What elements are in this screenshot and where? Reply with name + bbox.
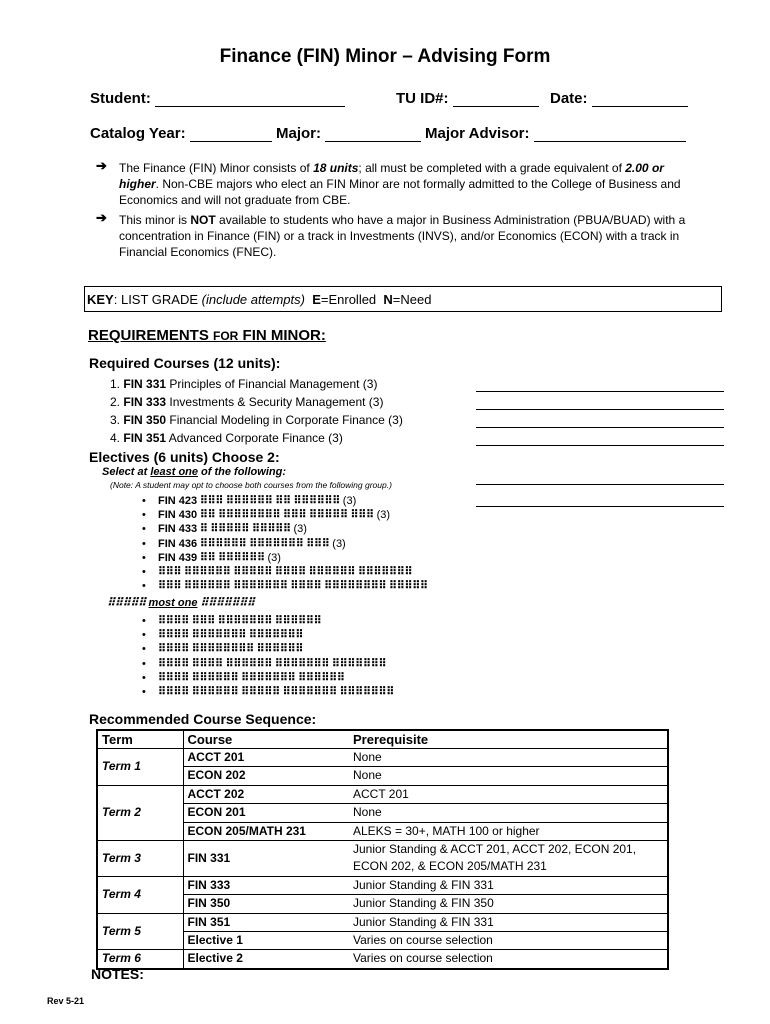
list-item: 1. FIN 331 Principles of Financial Management (3) <box>110 377 378 391</box>
table-row: Term 3 FIN 331 Junior Standing & ACCT 201, ACCT 202, ECON 201, ECON 202, & ECON 205/MATH 231 <box>97 841 668 877</box>
elective-group-1 <box>142 494 428 593</box>
list-item: • ⠿⠿⠿⠿ ⠿⠿⠿ ⠿⠿⠿⠿⠿⠿⠿ ⠿⠿⠿⠿⠿⠿ <box>142 615 322 627</box>
tu-id-field[interactable] <box>396 90 539 107</box>
tu-id-label: TU ID#: <box>396 90 449 107</box>
major-line[interactable] <box>325 141 421 142</box>
list-item: • ⠿⠿⠿⠿ ⠿⠿⠿⠿⠿⠿ ⠿⠿⠿⠿⠿⠿⠿ ⠿⠿⠿⠿⠿⠿ <box>142 671 345 684</box>
sequence-table <box>96 729 669 970</box>
list-item: • ⠿⠿⠿⠿ ⠿⠿⠿⠿⠿⠿⠿ ⠿⠿⠿⠿⠿⠿⠿ <box>142 629 304 642</box>
catalog-year-line[interactable] <box>190 141 272 142</box>
list-item: • FIN 423 ⠿⠿⠿ ⠿⠿⠿⠿⠿⠿ ⠿⠿ ⠿⠿⠿⠿⠿⠿ (3) <box>142 495 357 507</box>
list-item: • ⠿⠿⠿⠿ ⠿⠿⠿⠿⠿⠿⠿⠿ ⠿⠿⠿⠿⠿⠿ <box>142 643 304 656</box>
catalog-year-label: Catalog Year: <box>90 125 186 142</box>
table-row: Elective 1 Varies on course selection <box>97 932 668 950</box>
table-row: ECON 202 None <box>97 767 668 785</box>
electives-select-text: Select at least one of the following: <box>102 466 286 478</box>
major-advisor-label: Major Advisor: <box>425 125 530 142</box>
date-label: Date: <box>550 90 588 107</box>
table-row: ECON 201 None <box>97 804 668 822</box>
list-item: • ⠿⠿⠿ ⠿⠿⠿⠿⠿⠿ ⠿⠿⠿⠿⠿ ⠿⠿⠿⠿ ⠿⠿⠿⠿⠿⠿ ⠿⠿⠿⠿⠿⠿⠿ <box>142 566 413 579</box>
list-item: 3. FIN 350 Financial Modeling in Corporate Finance (3) <box>110 413 403 427</box>
column-header: Course <box>183 730 349 749</box>
key-box: KEY: LIST GRADE (include attempts) E=Enrolled N=Need <box>84 286 722 312</box>
catalog-year-field[interactable] <box>90 125 272 142</box>
table-row: Term 2 ACCT 202 ACCT 201 <box>97 785 668 803</box>
arrow-icon: ➔ <box>96 158 107 173</box>
arrow-icon: ➔ <box>96 210 107 225</box>
table-header-row <box>97 730 668 749</box>
list-item: • FIN 430 ⠿⠿ ⠿⠿⠿⠿⠿⠿⠿⠿ ⠿⠿⠿ ⠿⠿⠿⠿⠿ ⠿⠿⠿ (3) <box>142 509 391 522</box>
table-row: ECON 205/MATH 231 ALEKS = 30+, MATH 100 or higher <box>97 822 668 840</box>
group-2-heading: ⠿⠿⠿⠿⠿ most one ⠿⠿⠿⠿⠿⠿⠿ <box>107 597 255 609</box>
list-item: • FIN 439 ⠿⠿ ⠿⠿⠿⠿⠿⠿ (3) <box>142 551 281 564</box>
table-row: Term 1 ACCT 201 None <box>97 749 668 767</box>
major-advisor-line[interactable] <box>534 141 686 142</box>
list-item: • FIN 433 ⠿ ⠿⠿⠿⠿⠿ ⠿⠿⠿⠿⠿ (3) <box>142 523 307 536</box>
electives-note: (Note: A student may opt to choose both courses from the following group.) <box>110 480 392 490</box>
grade-line[interactable] <box>476 390 724 392</box>
table-row: Term 6 Elective 2 Varies on course selection <box>97 950 668 969</box>
column-header: Prerequisite <box>349 730 668 749</box>
list-item: • ⠿⠿⠿ ⠿⠿⠿⠿⠿⠿ ⠿⠿⠿⠿⠿⠿⠿ ⠿⠿⠿⠿ ⠿⠿⠿⠿⠿⠿⠿⠿ ⠿⠿⠿⠿⠿ <box>142 580 428 593</box>
tu-id-line[interactable] <box>453 106 539 107</box>
required-courses-heading: Required Courses (12 units): <box>89 355 281 371</box>
elective-group-2 <box>142 614 394 699</box>
grade-line[interactable] <box>476 483 724 485</box>
table-row: Term 5 FIN 351 Junior Standing & FIN 331 <box>97 913 668 931</box>
sequence-heading: Recommended Course Sequence: <box>89 711 317 727</box>
grade-line[interactable] <box>476 408 724 410</box>
list-item: • FIN 436 ⠿⠿⠿⠿⠿⠿ ⠿⠿⠿⠿⠿⠿⠿ ⠿⠿⠿ (3) <box>142 537 346 550</box>
list-item: 2. FIN 333 Investments & Security Management (3) <box>110 395 384 409</box>
list-item: • ⠿⠿⠿⠿ ⠿⠿⠿⠿ ⠿⠿⠿⠿⠿⠿ ⠿⠿⠿⠿⠿⠿⠿ ⠿⠿⠿⠿⠿⠿⠿ <box>142 657 387 670</box>
student-line[interactable] <box>155 106 345 107</box>
grade-line[interactable] <box>476 426 724 428</box>
grade-line[interactable] <box>476 444 724 446</box>
list-item: • ⠿⠿⠿⠿ ⠿⠿⠿⠿⠿⠿ ⠿⠿⠿⠿⠿ ⠿⠿⠿⠿⠿⠿⠿ ⠿⠿⠿⠿⠿⠿⠿ <box>142 686 394 699</box>
note-paragraph-2: This minor is NOT available to students who have a major in Business Administration (PBUA/BUAD) with a concentration in Finance (FIN) or a track in Investments (INVS), and/or Economics (ECON) with a track in Financial Economics (FNEC). <box>119 213 686 259</box>
electives-heading: Electives (6 units) Choose 2: <box>89 449 280 465</box>
column-header: Term <box>97 730 183 749</box>
table-row: FIN 350 Junior Standing & FIN 350 <box>97 895 668 913</box>
revision-label: Rev 5-21 <box>47 996 85 1006</box>
major-advisor-field[interactable] <box>425 125 686 142</box>
student-field[interactable] <box>90 90 345 107</box>
form-title: Finance (FIN) Minor – Advising Form <box>219 46 551 67</box>
table-row: Term 4 FIN 333 Junior Standing & FIN 331 <box>97 876 668 894</box>
required-course-list <box>110 375 403 447</box>
major-label: Major: <box>276 125 321 142</box>
major-field[interactable] <box>276 125 421 142</box>
date-line[interactable] <box>592 106 688 107</box>
student-label: Student: <box>90 90 151 107</box>
grade-line[interactable] <box>476 505 724 507</box>
note-paragraph-1: The Finance (FIN) Minor consists of 18 units; all must be completed with a grade equivalent of 2.00 or higher. Non-CBE majors who elect an FIN Minor are not formally admitted to the College of Business and Economics and will not graduate from CBE. <box>119 161 681 207</box>
notes-heading: NOTES: <box>91 966 144 982</box>
list-item: 4. FIN 351 Advanced Corporate Finance (3) <box>110 431 343 445</box>
date-field[interactable] <box>550 90 688 107</box>
requirements-heading: REQUIREMENTS FOR FIN MINOR: <box>88 327 326 344</box>
